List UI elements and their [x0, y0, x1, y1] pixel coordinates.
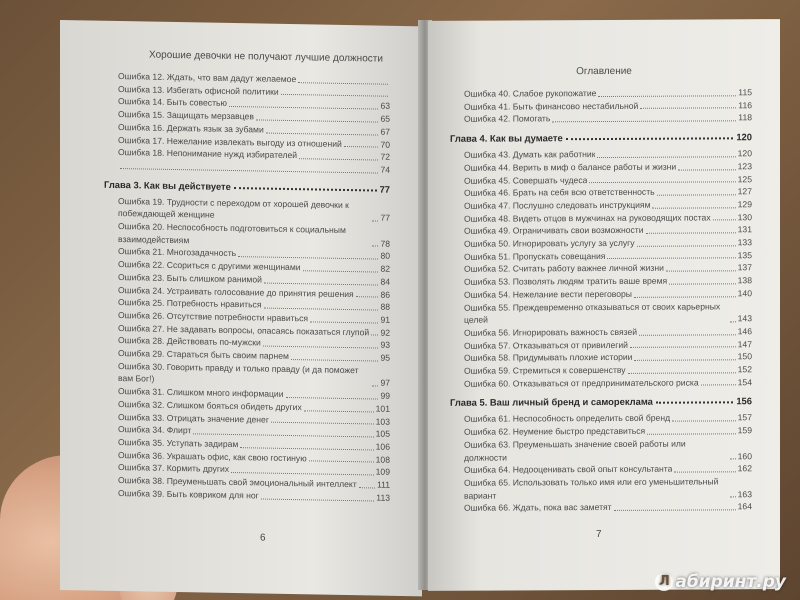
dot-leader [666, 270, 736, 271]
dot-leader [607, 258, 735, 260]
toc-entry [450, 300, 752, 327]
dot-leader [730, 321, 736, 322]
toc-entry-title: Ошибка 13. Избегать офисной политики [118, 83, 279, 97]
toc-entry-title: Ошибка 29. Стараться быть своим парнем [118, 348, 289, 362]
toc-entry-title: Ошибка 31. Слишком много информации [118, 386, 284, 400]
toc-entry [450, 475, 752, 502]
dot-leader [304, 410, 374, 412]
toc-entry [450, 211, 752, 225]
toc-entry-title: Ошибка 48. Видеть отцов в мужчинах на руководящих постах [464, 212, 711, 224]
toc-entry-page: 160 [737, 450, 752, 461]
dot-leader [639, 334, 736, 336]
dot-leader [372, 246, 378, 247]
toc-entry-page: 63 [380, 100, 390, 112]
toc-entry-page: 164 [737, 501, 752, 512]
toc-entry-page: 135 [737, 249, 752, 261]
toc-entry-title: Ошибка 42. Помогать [464, 113, 551, 125]
dot-leader [730, 459, 736, 460]
chapter-title: Глава 4. Как вы думаете [450, 132, 563, 144]
toc-entry-title: Ошибка 40. Слабое рукопожатие [464, 88, 597, 99]
left-page [60, 20, 422, 596]
toc-entry-page: 129 [737, 199, 752, 210]
toc-entry-title: Ошибка 44. Верить в миф о балансе работы и жизни [464, 161, 677, 173]
toc-entry-page: 67 [380, 126, 390, 137]
toc-entry-title: Ошибка 59. Стремиться к совершенству [464, 364, 626, 376]
chapter-page: 120 [736, 131, 752, 143]
dot-leader [598, 95, 736, 97]
toc-entry-page: 92 [380, 327, 390, 338]
toc-entry-title: Ошибка 39. Быть ковриком для ног [118, 487, 259, 501]
dot-leader [238, 256, 378, 259]
dot-leader [263, 346, 379, 349]
toc-entry-title: Ошибка 12. Ждать, что вам дадут желаемое [118, 71, 297, 85]
dot-leader [356, 296, 379, 297]
toc-entry-title: Ошибка 32. Слишком бояться обидеть других [118, 398, 302, 413]
toc-entry [450, 112, 752, 126]
chapter-page: 77 [379, 183, 390, 195]
toc-entry-title: Ошибка 14. Быть совестью [118, 96, 227, 109]
dot-leader [713, 220, 736, 221]
toc-entry-title: Ошибка 49. Ограничивать свои возможности [464, 225, 644, 237]
dot-leader [657, 194, 736, 195]
dot-leader [229, 106, 378, 110]
toc-entry-title: Ошибка 61. Неспособность определить свой бренд [464, 413, 671, 425]
toc-entry-page: 103 [375, 416, 390, 427]
dot-leader [310, 321, 378, 323]
dot-leader [264, 282, 379, 285]
toc-entry-page: 152 [737, 364, 752, 375]
toc-entry-title: Ошибка 26. Отсутствие потребности нравиться [118, 309, 309, 324]
dot-leader [371, 335, 378, 336]
toc-entry-title: Ошибка 25. Потребность нравиться [118, 297, 262, 310]
toc-entry-title: Ошибка 36. Украшать офис, как свою гостиную [118, 449, 307, 463]
dot-leader [271, 422, 374, 425]
toc-entry-page: 133 [737, 237, 752, 248]
page-number-right: 7 [596, 529, 602, 541]
toc-entry-title: Ошибка 57. Отказываться от привилегий [464, 339, 628, 351]
open-book [30, 20, 780, 590]
toc-entry-page: 77 [380, 212, 390, 224]
toc-entry-title: Ошибка 60. Отказываться от предпринимательского риска [464, 377, 699, 389]
toc-entry-title: Ошибка 37. Кормить других [118, 462, 230, 475]
dot-leader [566, 137, 734, 140]
toc-entry-title: Ошибка 52. Считать работу важнее личной жизни [464, 263, 664, 275]
toc-entry-page: 113 [376, 492, 390, 503]
toc-entry-title: Ошибка 15. Защищать мерзавцев [118, 109, 254, 122]
toc-entry-title: Ошибка 53. Позволять людям тратить ваше время [464, 275, 668, 287]
dot-leader [372, 386, 378, 387]
toc-entry-page: 82 [380, 263, 390, 274]
toc-entry-page: 146 [737, 326, 752, 337]
dot-leader [656, 402, 734, 404]
toc-entry-page: 101 [375, 403, 390, 414]
toc-entry-title: Ошибка 27. Не задавать вопросы, опасаясь показаться глупой [118, 322, 370, 338]
toc-entry-title: Ошибка 20. Неспособность подготовиться к социальным взаимодействиям [118, 221, 346, 245]
dot-leader [231, 472, 374, 475]
dot-leader [647, 433, 735, 434]
toc-entry-title: Ошибка 55. Преждевременно отказываться от своих карьерных целей [464, 300, 721, 325]
toc-entry-title: Ошибка 58. Придумывать плохие истории [464, 352, 633, 364]
toc-entry-page: 138 [737, 275, 752, 286]
toc-entry-page: 70 [380, 139, 390, 150]
running-head-left: Хорошие девочки не получают лучшие должности [149, 49, 383, 65]
dot-leader [701, 385, 736, 386]
dot-leader [628, 372, 736, 374]
toc-entry-title: Ошибка 51. Пропускать совещания [464, 250, 606, 262]
toc-entry-title: Ошибка 33. Отрицать значение денег [118, 411, 269, 425]
dot-leader [730, 497, 736, 498]
dot-leader [669, 283, 736, 284]
toc-entry-page: 162 [737, 463, 752, 474]
toc-entry-page: 78 [380, 238, 390, 249]
toc-entry-title: Ошибка 46. Брать на себя всю ответственность [464, 186, 655, 198]
dot-leader [637, 245, 736, 247]
toc-entry-page: 118 [738, 112, 752, 123]
toc-entry-page: 150 [737, 351, 752, 362]
chapter-title: Глава 5. Ваш личный бренд и самореклама [450, 396, 653, 409]
toc-entry-title: Ошибка 16. Держать язык за зубами [118, 121, 264, 135]
page-number-left: 6 [260, 532, 266, 544]
toc-entry-page: 159 [737, 425, 752, 436]
toc-entry-page: 84 [380, 276, 390, 287]
toc-entry-title: Ошибка 65. Использовать только имя или его уменьшительный вариант [464, 476, 719, 501]
toc-entry-title: Ошибка 64. Недооценивать свой опыт консультанта [464, 463, 673, 476]
toc-entry-page: 115 [738, 87, 752, 98]
toc-entry [450, 501, 752, 515]
toc-entry-page: 125 [737, 173, 752, 184]
dot-leader [286, 397, 379, 400]
toc-entry-page: 74 [380, 164, 390, 175]
toc-entry-page: 88 [380, 301, 390, 313]
toc-entry-page: 116 [738, 99, 752, 110]
toc-entry-title: Ошибка 50. Игнорировать услугу за услугу [464, 237, 635, 249]
dot-leader [240, 447, 373, 450]
dot-leader [281, 94, 388, 97]
toc-entry-page: 95 [380, 352, 390, 363]
dot-leader [266, 132, 379, 135]
toc-left [60, 69, 422, 505]
toc-entry-page: 72 [380, 151, 390, 162]
toc-entry-title: Ошибка 24. Устраивать голосование до принятия решения [118, 284, 354, 299]
dot-leader [309, 461, 374, 463]
toc-entry-title: Ошибка 47. Послушно следовать инструкциям [464, 199, 651, 211]
toc-entry-title: Ошибка 62. Неумение быстро представиться [464, 425, 646, 437]
dot-leader [634, 296, 736, 298]
dot-leader [344, 146, 379, 148]
toc-entry-page: 143 [737, 313, 752, 324]
dot-leader [256, 119, 379, 122]
toc-entry-title: Ошибка 66. Ждать, пока вас заметят [464, 502, 612, 514]
toc-entry-title: Ошибка 56. Игнорировать важность связей [464, 326, 638, 338]
toc-entry-title: Ошибка 35. Уступать задирам [118, 436, 239, 450]
dot-leader [291, 359, 379, 362]
dot-leader [261, 498, 374, 501]
toc-entry-page: 80 [380, 251, 390, 262]
toc-entry-page: 91 [380, 314, 390, 325]
chapter-heading [104, 178, 390, 194]
toc-entry-title: Ошибка 54. Нежелание вести переговоры [464, 288, 632, 300]
running-head-right: Оглавление [576, 65, 632, 78]
toc-entry-page: 137 [737, 262, 752, 273]
toc-entry-page: 99 [380, 390, 390, 401]
toc-entry-title: Ошибка 28. Действовать по-мужски [118, 335, 261, 348]
toc-entry-page: 105 [375, 428, 390, 440]
dot-leader [672, 420, 736, 421]
toc-entry-title: Ошибка 22. Ссориться с другими женщинами [118, 259, 301, 273]
toc-entry-title: Ошибка 17. Нежелание извлекать выгоду из отношений [118, 134, 342, 149]
dot-leader [552, 120, 736, 122]
dot-leader [299, 158, 378, 160]
watermark-logo-icon: Л [655, 573, 673, 591]
toc-entry-title: Ошибка 18. Непонимание нужд избирателей [118, 147, 298, 161]
dot-leader [640, 108, 736, 110]
toc-entry-page: 127 [737, 186, 752, 197]
toc-entry-title: Ошибка 34. Флирт [118, 424, 192, 436]
watermark [655, 572, 786, 592]
toc-entry-page: 109 [375, 466, 390, 478]
chapter-page: 156 [736, 395, 752, 407]
dot-leader [303, 270, 379, 272]
dot-leader [589, 182, 735, 184]
toc-entry-title: Ошибка 45. Совершать чудеса [464, 174, 588, 186]
dot-leader [646, 232, 736, 233]
dot-leader [372, 220, 378, 221]
toc-entry-title: Ошибка 23. Быть слишком ранимой [118, 271, 262, 285]
dot-leader [234, 187, 377, 191]
watermark-text: абиринт.ру [675, 572, 786, 592]
right-page [428, 19, 780, 591]
toc-entry-page: 97 [380, 378, 390, 389]
toc-entry [450, 437, 752, 464]
dot-leader [298, 82, 388, 85]
dot-leader [634, 359, 735, 361]
dot-leader [120, 168, 378, 174]
toc-entry-page: 147 [737, 338, 752, 349]
toc-entry [450, 376, 752, 390]
toc-entry-page: 163 [737, 488, 752, 499]
toc-entry-page: 131 [737, 224, 752, 235]
dot-leader [652, 207, 735, 208]
toc-entry-page: 120 [737, 148, 752, 159]
toc-entry-title: Ошибка 43. Думать как работник [464, 149, 596, 160]
toc-entry-page: 157 [737, 412, 752, 423]
toc-entry-title: Ошибка 41. Быть финансово нестабильной [464, 100, 639, 112]
dot-leader [597, 156, 735, 158]
toc-entry-title: Ошибка 63. Преуменьшать значение своей работы или должности [464, 438, 686, 463]
dot-leader [264, 308, 379, 311]
dot-leader [359, 487, 375, 488]
toc-entry-page: 65 [380, 113, 390, 124]
chapter-heading [450, 131, 752, 144]
toc-entry-page: 123 [737, 161, 752, 172]
chapter-heading [450, 396, 752, 409]
dot-leader [678, 169, 735, 170]
toc-entry-title: Ошибка 30. Говорить правду и только правду (и да поможет вам Бог!) [118, 360, 359, 385]
dot-leader [614, 509, 736, 511]
toc-entry-page: 111 [376, 479, 390, 490]
toc-entry-page: 130 [737, 211, 752, 222]
dot-leader [674, 471, 735, 472]
toc-entry-title: Ошибка 38. Преуменьшать свой эмоциональный интеллект [118, 475, 357, 490]
toc-entry-page: 93 [380, 339, 390, 351]
toc-entry-page: 106 [375, 441, 390, 452]
toc-entry-page: 140 [737, 288, 752, 299]
toc-entry-page: 86 [380, 289, 390, 300]
dot-leader [630, 347, 736, 349]
chapter-title: Глава 3. Как вы действуете [104, 178, 231, 192]
toc-right [428, 86, 780, 515]
toc-entry-page: 154 [737, 376, 752, 388]
toc-entry-title: Ошибка 19. Трудности с переходом от хорошей девочки к побеждающей женщине [118, 195, 349, 221]
toc-entry-page: 108 [375, 454, 390, 465]
toc-entry-title: Ошибка 21. Многозадачность [118, 246, 237, 259]
